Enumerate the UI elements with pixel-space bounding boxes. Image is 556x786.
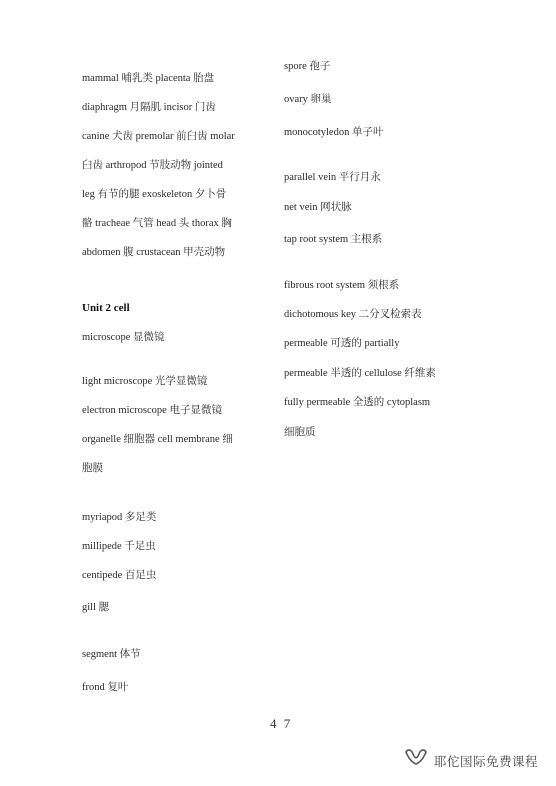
wechat-channel-icon (404, 748, 428, 773)
vocab-line: electron microscope 电子显微镜 (82, 405, 222, 416)
vocab-line: 骼 tracheae 气管 head 头 thorax 胸 (82, 218, 232, 229)
vocab-line: microscope 显微镜 (82, 332, 165, 343)
vocab-line: canine 犬齿 premolar 前臼齿 molar (82, 131, 235, 142)
watermark-text: 耶佗国际免费课程 (434, 753, 539, 769)
vocab-line: abdomen 腹 crustacean 甲壳动物 (82, 247, 226, 258)
vocab-line: parallel vein 平行月永 (284, 172, 381, 183)
vocab-line: dichotomous key 二分叉检索表 (284, 309, 422, 320)
vocab-line: mammal 哺乳类 placenta 胎盘 (82, 73, 215, 84)
vocab-line: 胞膜 (82, 463, 103, 474)
vocab-line: diaphragm 月隔肌 incisor 门齿 (82, 102, 216, 113)
vocab-line: frond 复叶 (82, 682, 129, 693)
vocab-line: ovary 卵巢 (284, 94, 332, 105)
vocab-line: gill 腮 (82, 602, 110, 613)
vocab-line: 臼齿 arthropod 节肢动物 jointed (82, 160, 223, 171)
vocab-line: light microscope 光学显微镜 (82, 376, 208, 387)
watermark (404, 748, 538, 773)
vocab-line: leg 有节的腿 exoskeleton 夕卜骨 (82, 189, 227, 200)
vocab-line: centipede 百足虫 (82, 570, 157, 581)
page-number: 4 7 (270, 716, 293, 731)
vocab-line: millipede 千足虫 (82, 541, 156, 552)
vocab-line: monocotyledon 单子叶 (284, 127, 384, 138)
vocab-line: segment 体节 (82, 649, 141, 660)
vocab-line: permeable 可透的 partially (284, 338, 400, 349)
vocab-line: fully permeable 全透的 cytoplasm (284, 397, 431, 408)
vocab-line: 细胞质 (284, 427, 316, 438)
vocab-line: spore 孢子 (284, 61, 331, 72)
vocab-line: organelle 细胞器 cell membrane 细 (82, 434, 233, 445)
vocab-line: myriapod 多足类 (82, 512, 157, 523)
vocab-line: net vein 网状脉 (284, 202, 352, 213)
vocab-line: permeable 半透的 cellulose 纤维素 (284, 368, 436, 379)
vocab-line: tap root system 主根系 (284, 234, 383, 245)
unit-heading: Unit 2 cell (82, 302, 130, 314)
vocab-line: fibrous root system 须根系 (284, 280, 400, 291)
